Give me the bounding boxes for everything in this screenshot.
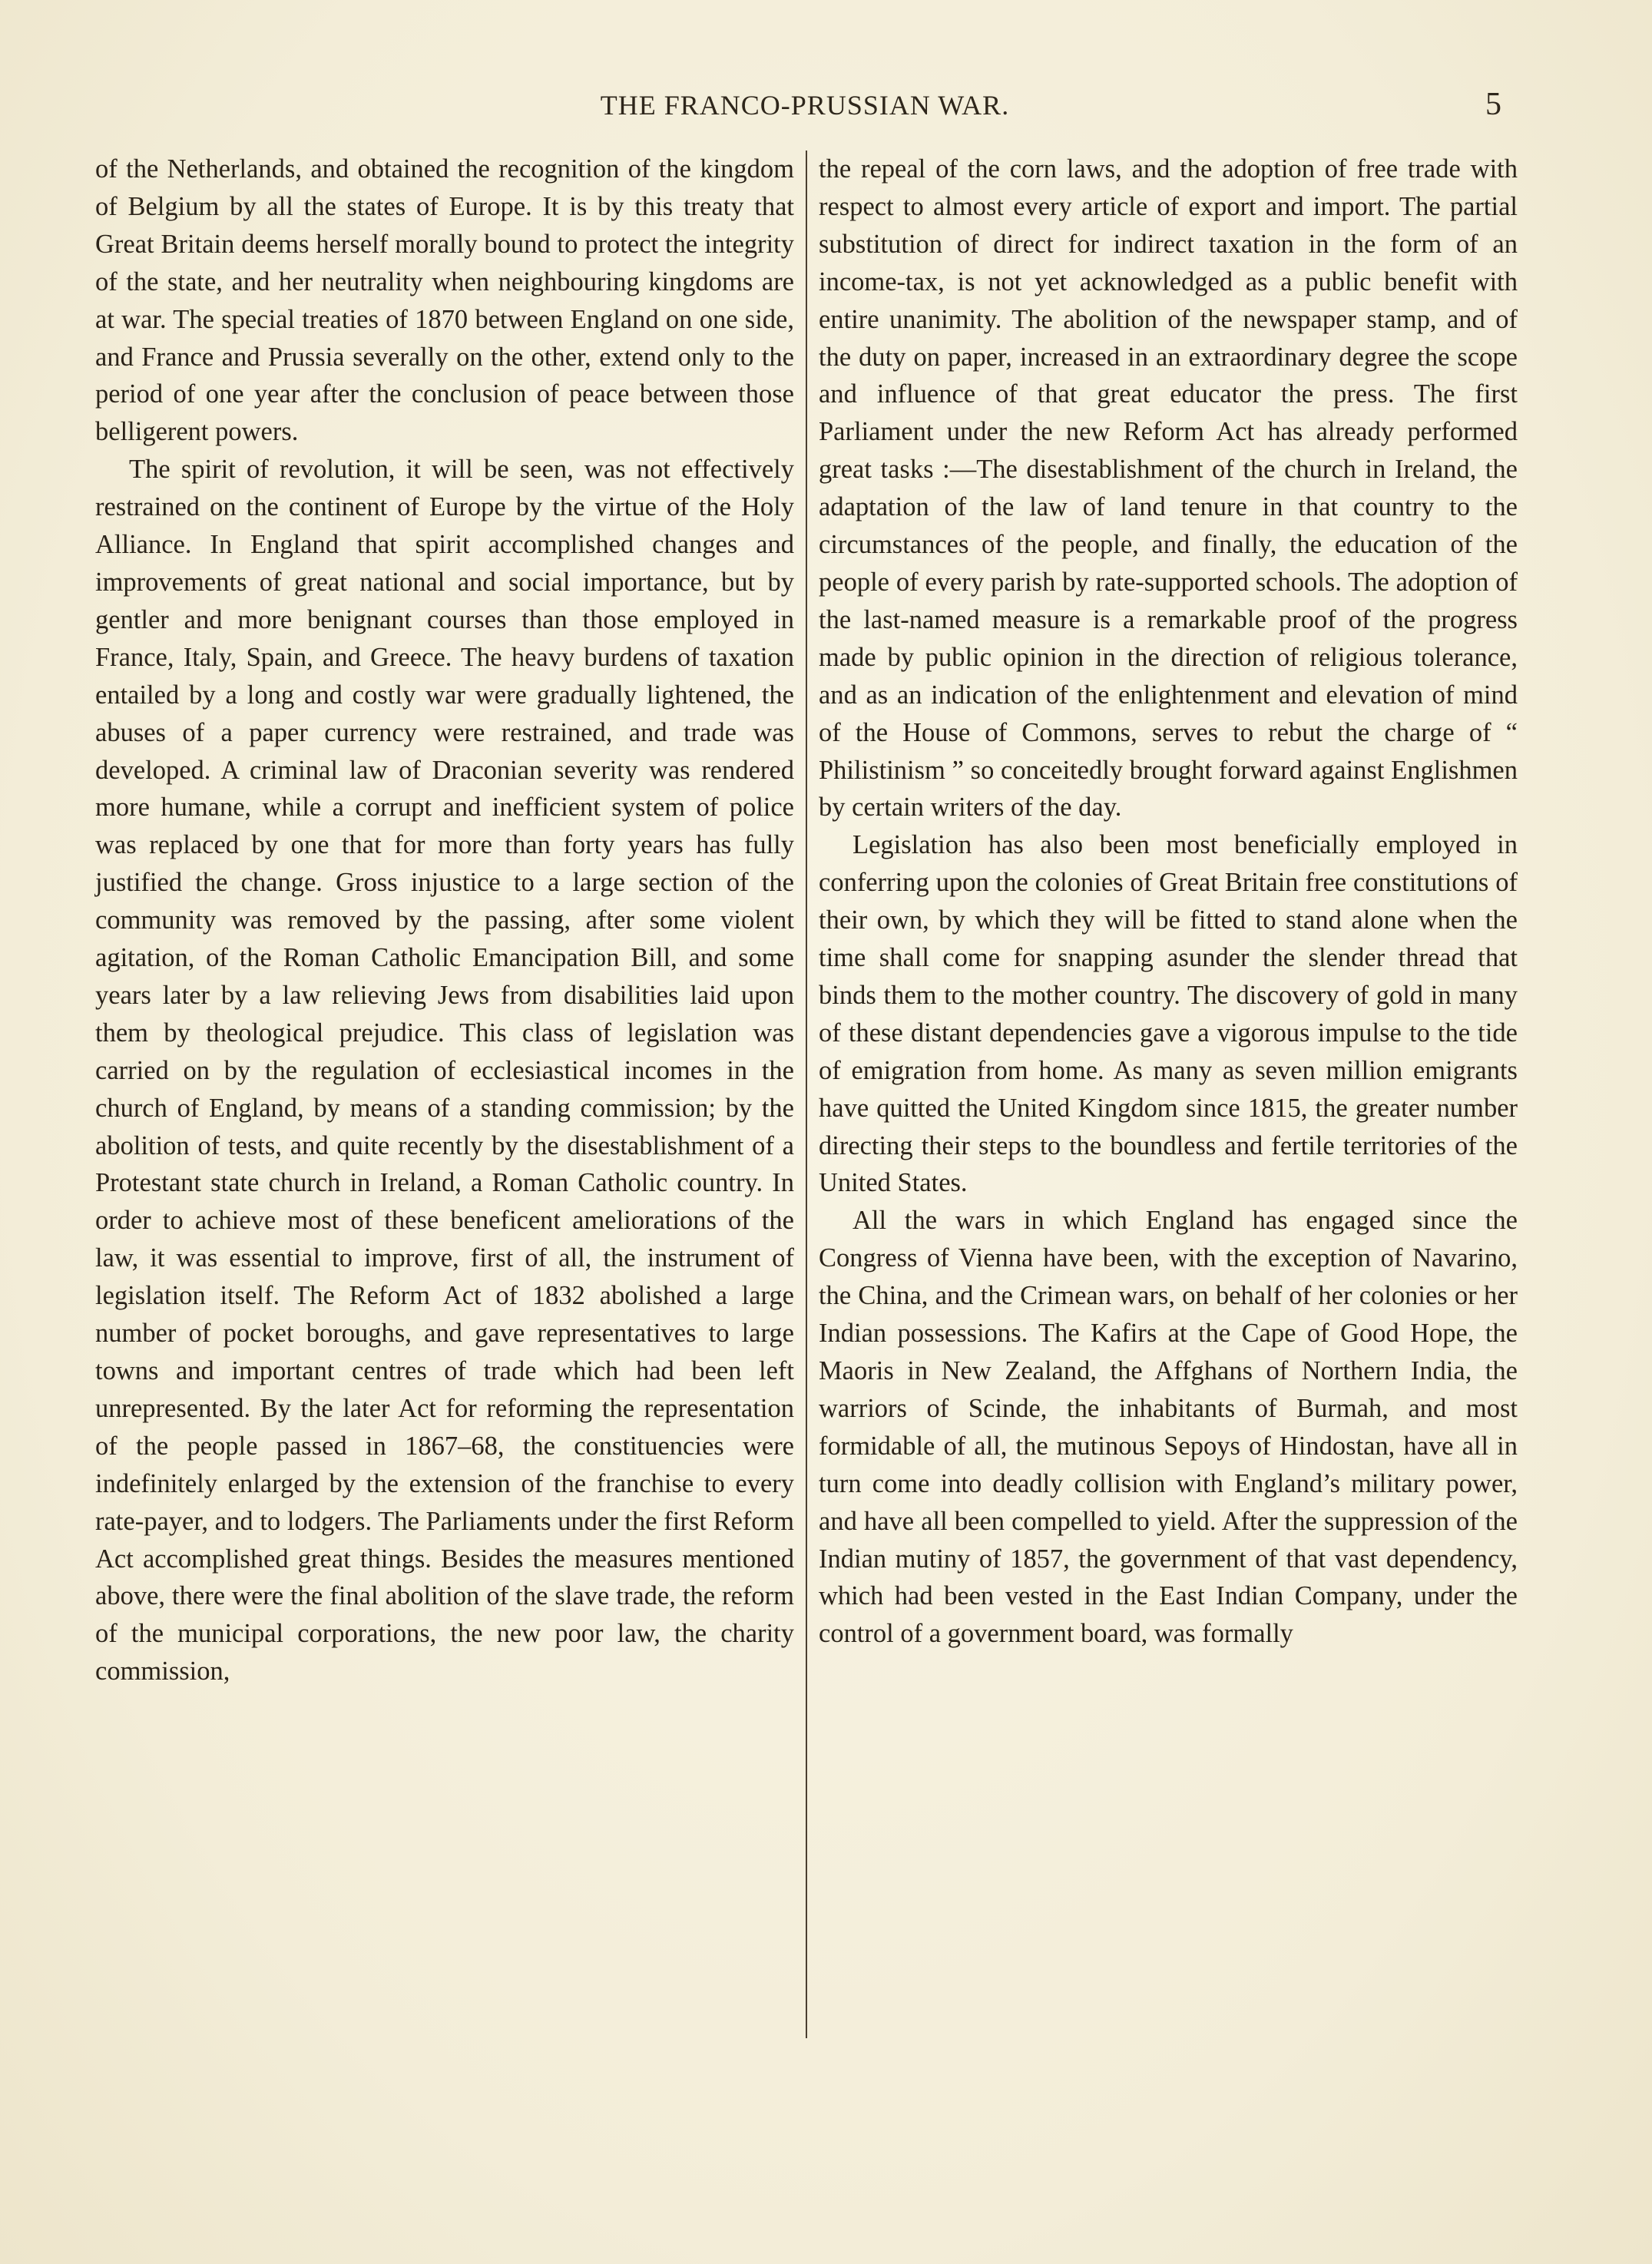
page-number: 5 bbox=[1485, 87, 1501, 122]
paragraph: The spirit of revolution, it will be seen, was not effectively restrained on the continent of Europe by the virtue of the Holy Alliance. In England that spirit accomplished changes and improvements of great national and social importance, but by gentler and more benignant courses than those employed in France, Italy, Spain, and Greece. The heavy burdens of taxation entailed by a long and costly war were gradually lightened, the abuses of a paper currency were restrained, and trade was developed. A criminal law of Draconian severity was rendered more humane, while a corrupt and inefficient system of police was replaced by one that for more than forty years has fully justified the change. Gross injustice to a large section of the community was removed by the passing, after some violent agitation, of the Roman Catholic Emancipation Bill, and some years later by a law relieving Jews from disabilities laid upon them by theological prejudice. This class of legislation was carried on by the regulation of ecclesiastical incomes in the church of England, by means of a standing commission; by the abolition of tests, and quite recently by the disestablishment of a Protestant state church in Ireland, a Roman Catholic country. In order to achieve most of these beneficent ameliorations of the law, it was essential to improve, first of all, the instrument of legislation itself. The Reform Act of 1832 abolished a large number of pocket boroughs, and gave representatives to large towns and important centres of trade which had been left unrepresented. By the later Act for reforming the representation of the people passed in 1867–68, the constituencies were indefinitely enlarged by the extension of the franchise to every rate-payer, and to lodgers. The Parliaments under the first Reform Act accomplished great things. Besides the measures mentioned above, there were the final abolition of the slave trade, the reform of the municipal corporations, the new poor law, the charity commission, bbox=[95, 455, 794, 1686]
paragraph: of the Netherlands, and obtained the recognition of the kingdom of Belgium by all the states of Europe. It is by this treaty that Great Britain deems herself morally bound to protect the integrity of the state, and her neutrality when neighbouring kingdoms are at war. The special treaties of 1870 between England on one side, and France and Prussia severally on the other, extend only to the period of one year after the conclusion of peace between those belligerent powers. bbox=[95, 154, 794, 447]
paragraph: the repeal of the corn laws, and the adoption of free trade with respect to almost every article of export and import. The partial substitution of direct for indirect taxation in the form of an income-tax, is not yet acknowledged as a public benefit with entire unanimity. The abolition of the newspaper stamp, and of the duty on paper, increased in an extraordinary degree the scope and influence of that great educator the press. The first Parliament under the new Reform Act has already performed great tasks :—The disestablishment of the church in Ireland, the adaptation of the law of land tenure in that country to the circumstances of the people, and finally, the education of the people of every parish by rate-supported schools. The adoption of the last-named measure is a remarkable proof of the progress made by public opinion in the direction of religious tolerance, and as an indication of the enlightenment and elevation of mind of the House of Commons, serves to rebut the charge of “ Philistinism ” so conceitedly brought forward against Englishmen by certain writers of the day. bbox=[819, 154, 1518, 823]
paragraph: Legislation has also been most beneficially employed in conferring upon the colonies of Great Britain free constitutions of their own, by which they will be fitted to stand alone when the time shall come for snapping asunder the slender thread that binds them to the mother country. The discovery of gold in many of these distant dependencies gave a vigorous impulse to the tide of emigration from home. As many as seven million emigrants have quitted the United Kingdom since 1815, the greater number directing their steps to the boundless and fertile territories of the United States. bbox=[819, 830, 1518, 1198]
left-column bbox=[95, 151, 794, 2086]
right-column bbox=[819, 151, 1518, 2086]
running-title: THE FRANCO-PRUSSIAN WAR. bbox=[600, 90, 1010, 121]
paragraph: All the wars in which England has engaged since the Congress of Vienna have been, with the exception of Navarino, the China, and the Crimean wars, on behalf of her colonies or her Indian possessions. The Kafirs at the Cape of Good Hope, the Maoris in New Zealand, the Affghans of Northern India, the warriors of Scinde, the inhabitants of Burmah, and most formidable of all, the mutinous Sepoys of Hindostan, have all in turn come into deadly collision with England’s military power, and have all been compelled to yield. After the suppression of the Indian mutiny of 1857, the government of that vast dependency, which had been vested in the East Indian Company, under the control of a government board, was formally bbox=[819, 1206, 1518, 1649]
column-divider bbox=[806, 151, 807, 2038]
